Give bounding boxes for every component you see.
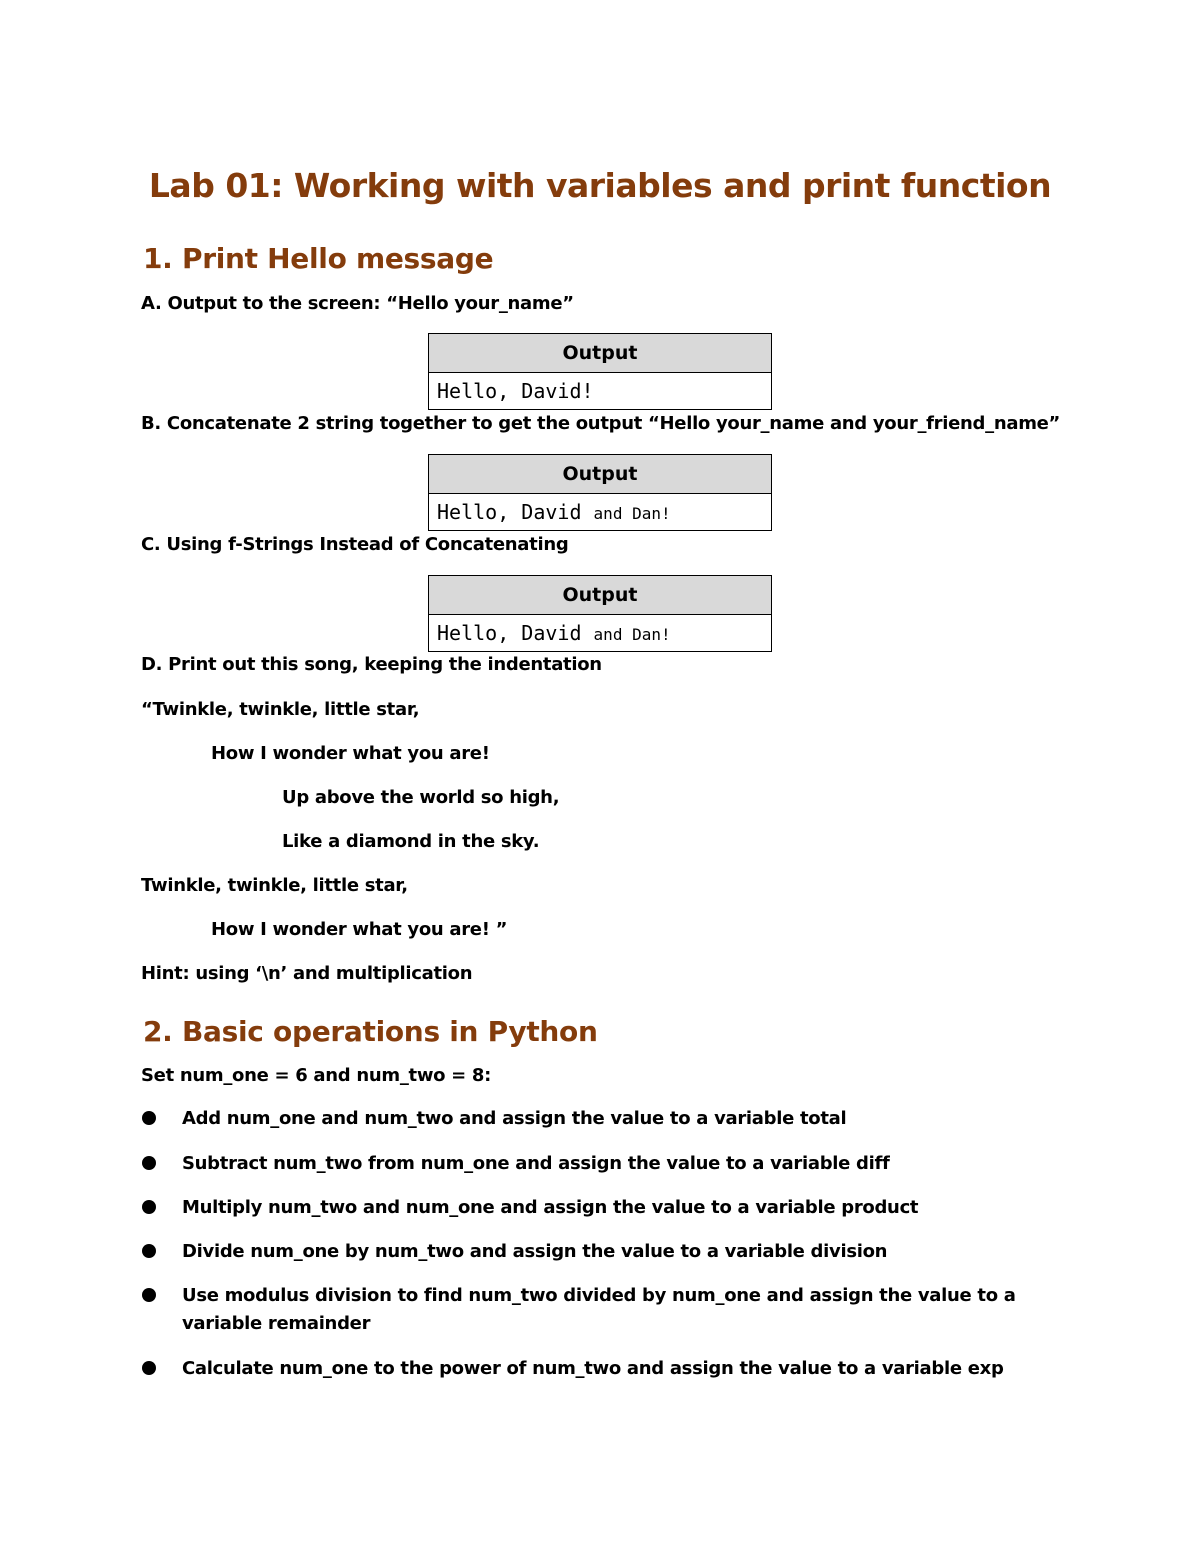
- list-item-text: Divide num_one by num_two and assign the value to a variable division: [182, 1241, 888, 1262]
- song-line: “Twinkle, twinkle, little star,: [141, 699, 420, 720]
- output-text: Hello, David: [437, 621, 594, 645]
- list-item: [182, 1355, 1042, 1383]
- task-d-text: D. Print out this song, keeping the indentation: [141, 654, 602, 675]
- output-text-tail: and Dan!: [593, 625, 671, 644]
- output-table-header: Output: [429, 455, 771, 494]
- bullet-icon: [142, 1361, 156, 1375]
- bullet-icon: [142, 1244, 156, 1258]
- output-text-tail: and Dan!: [593, 504, 671, 523]
- list-item: [182, 1194, 1042, 1222]
- output-table-value: [429, 373, 771, 409]
- song-line: How I wonder what you are!: [211, 743, 490, 764]
- output-table-value: [429, 615, 771, 651]
- output-table-b: [428, 454, 772, 531]
- list-item-text: Calculate num_one to the power of num_two and assign the value to a variable exp: [182, 1358, 1004, 1379]
- list-item-text: Multiply num_two and num_one and assign the value to a variable product: [182, 1197, 919, 1218]
- bullet-icon: [142, 1200, 156, 1214]
- list-item: [182, 1150, 1042, 1178]
- list-item: [182, 1105, 1042, 1133]
- section-heading-print-hello: 1. Print Hello message: [143, 242, 494, 275]
- list-item: [182, 1238, 1042, 1266]
- hint-text: Hint: using ‘\n’ and multiplication: [141, 963, 473, 984]
- bullet-icon: [142, 1288, 156, 1302]
- set-variables-text: Set num_one = 6 and num_two = 8:: [141, 1065, 492, 1086]
- output-table-value: [429, 494, 771, 530]
- section-heading-basic-operations: 2. Basic operations in Python: [143, 1015, 598, 1048]
- output-table-c: [428, 575, 772, 652]
- output-table-header: Output: [429, 576, 771, 615]
- output-table-a: [428, 333, 772, 410]
- song-line: Up above the world so high,: [282, 787, 560, 808]
- output-table-header: Output: [429, 334, 771, 373]
- song-line: How I wonder what you are! ”: [211, 919, 508, 940]
- bullet-icon: [142, 1111, 156, 1125]
- page-title: Lab 01: Working with variables and print function: [148, 166, 1052, 205]
- output-text: Hello, David!: [437, 379, 594, 403]
- list-item-text: Add num_one and num_two and assign the value to a variable total: [182, 1108, 847, 1129]
- song-line: Twinkle, twinkle, little star,: [141, 875, 408, 896]
- list-item: [182, 1282, 1042, 1338]
- list-item-text: Subtract num_two from num_one and assign the value to a variable diff: [182, 1153, 890, 1174]
- task-a-text: A. Output to the screen: “Hello your_name”: [141, 293, 574, 314]
- task-c-text: C. Using f-Strings Instead of Concatenating: [141, 534, 569, 555]
- list-item-text: Use modulus division to find num_two divided by num_one and assign the value to a variable remainder: [182, 1285, 1016, 1334]
- song-line: Like a diamond in the sky.: [282, 831, 540, 852]
- output-text: Hello, David: [437, 500, 594, 524]
- task-b-text: B. Concatenate 2 string together to get the output “Hello your_name and your_friend_name”: [141, 413, 1061, 434]
- bullet-icon: [142, 1156, 156, 1170]
